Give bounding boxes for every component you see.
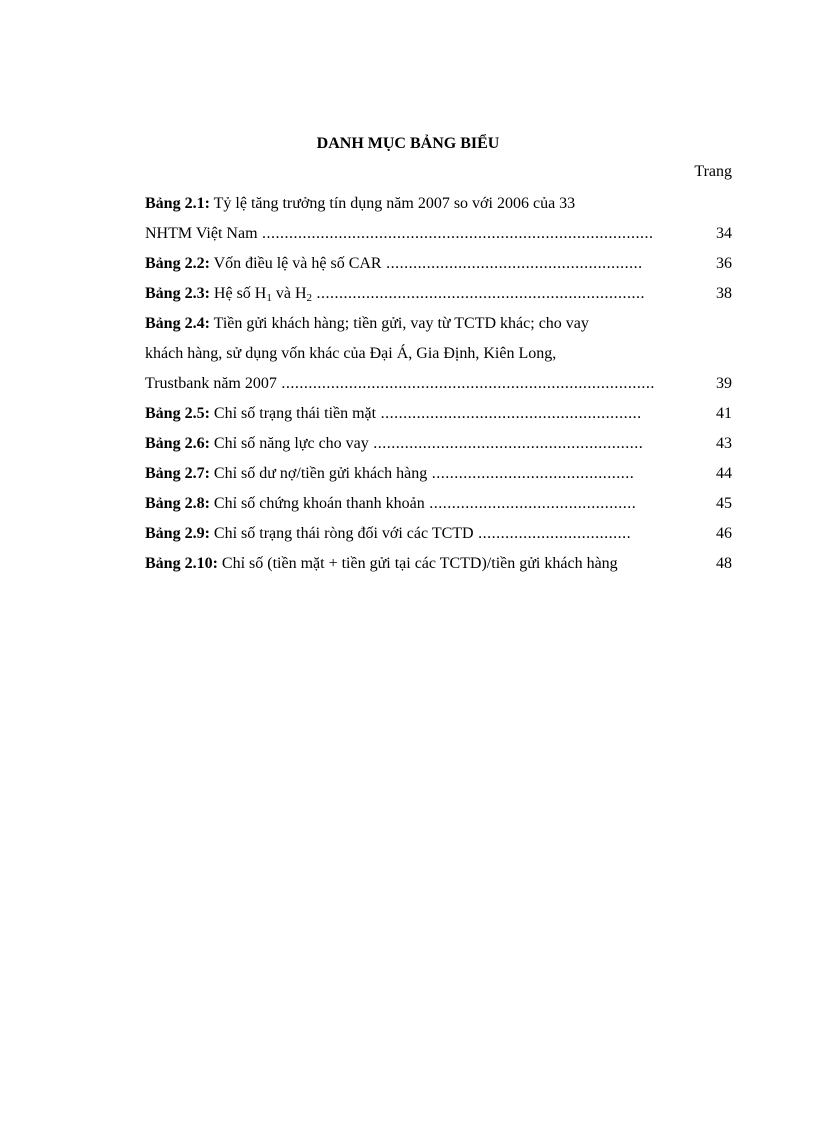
entry-page-number: 46: [716, 525, 732, 542]
entry-label: Bảng 2.5:: [145, 405, 210, 422]
entry-text-cont: [145, 369, 671, 399]
entry-page-number: 45: [716, 495, 732, 512]
entry-label: Bảng 2.4:: [145, 315, 210, 332]
entry-text: [145, 489, 671, 519]
entry-title: Vốn điều lệ và hệ số CAR: [209, 255, 382, 272]
entry-page-number: 44: [716, 465, 732, 482]
table-list: [145, 189, 732, 579]
page-title: DANH MỤC BẢNG BIỂU: [316, 135, 500, 152]
dot-leader: ..............................................: [424, 495, 637, 512]
entry-title: Tiền gửi khách hàng; tiền gửi, vay từ TCTD khác; cho vay: [209, 315, 589, 332]
toc-entry-2-7[interactable]: [145, 459, 732, 489]
entry-label: Bảng 2.7:: [145, 465, 210, 482]
entry-title-cont: Trustbank năm 2007: [145, 375, 277, 392]
entry-title-cont: khách hàng, sử dụng vốn khác của Đại Á, Gia Định, Kiên Long,: [145, 345, 557, 362]
subscript: 1: [266, 292, 272, 304]
toc-entry-2-9[interactable]: [145, 519, 732, 549]
entry-label: Bảng 2.2:: [145, 255, 210, 272]
entry-label: Bảng 2.1:: [145, 195, 210, 212]
dot-leader: .........................................................: [381, 255, 643, 272]
entry-title: Chỉ số năng lực cho vay: [209, 435, 369, 452]
entry-text: [145, 279, 671, 309]
entry-title-cont: NHTM Việt Nam: [145, 225, 258, 242]
entry-text-cont: [145, 219, 671, 249]
entry-page-number: 41: [716, 405, 732, 422]
entry-title: Chỉ số trạng thái tiền mặt: [209, 405, 377, 422]
dot-leader: ...................................................................................: [276, 375, 655, 392]
entry-label: Bảng 2.6:: [145, 435, 210, 452]
entry-text-cont: [145, 339, 671, 369]
entry-page-number: 48: [716, 555, 732, 572]
toc-entry-2-6[interactable]: [145, 429, 732, 459]
entry-text: [145, 429, 671, 459]
entry-page-number: 43: [716, 435, 732, 452]
entry-title: Hệ số H: [209, 285, 267, 302]
toc-entry-2-4[interactable]: [145, 309, 732, 399]
entry-text: [145, 519, 671, 549]
dot-leader: .......................................................................................: [257, 225, 654, 242]
dot-leader: ..........................................................: [376, 405, 642, 422]
entry-label: Bảng 2.9:: [145, 525, 210, 542]
subscript: 2: [306, 292, 312, 304]
toc-entry-2-2[interactable]: [145, 249, 732, 279]
entry-title: Chỉ số dư nợ/tiền gửi khách hàng: [209, 465, 428, 482]
toc-entry-2-3[interactable]: [145, 279, 732, 309]
entry-text: [145, 549, 671, 579]
entry-text: [145, 399, 671, 429]
page-column-header: Trang: [694, 163, 732, 180]
dot-leader: .........................................................................: [312, 285, 645, 302]
toc-entry-2-8[interactable]: [145, 489, 732, 519]
entry-page-number: 36: [716, 255, 732, 272]
entry-title: Chỉ số chứng khoán thanh khoản: [209, 495, 425, 512]
dot-leader: .............................................: [427, 465, 635, 482]
entry-title: Chỉ số trạng thái ròng đối với các TCTD: [209, 525, 474, 542]
toc-entry-2-10[interactable]: [145, 549, 732, 579]
entry-page-number: 34: [716, 225, 732, 242]
entry-page-number: 39: [716, 375, 732, 392]
dot-leader: ............................................................: [368, 435, 644, 452]
entry-text: [145, 309, 671, 339]
toc-entry-2-5[interactable]: [145, 399, 732, 429]
entry-page-number: 38: [716, 285, 732, 302]
entry-title: Chỉ số (tiền mặt + tiền gửi tại các TCTD)/tiền gửi khách hàng: [217, 555, 618, 572]
entry-title: Tỷ lệ tăng trưởng tín dụng năm 2007 so với 2006 của 33: [209, 195, 576, 212]
entry-label: Bảng 2.10:: [145, 555, 218, 572]
entry-title-cont: và H: [271, 285, 307, 302]
dot-leader: ..................................: [473, 525, 632, 542]
entry-text: [145, 189, 671, 219]
entry-label: Bảng 2.8:: [145, 495, 210, 512]
entry-text: [145, 459, 671, 489]
toc-entry-2-1[interactable]: [145, 189, 732, 249]
entry-label: Bảng 2.3:: [145, 285, 210, 302]
entry-text: [145, 249, 671, 279]
